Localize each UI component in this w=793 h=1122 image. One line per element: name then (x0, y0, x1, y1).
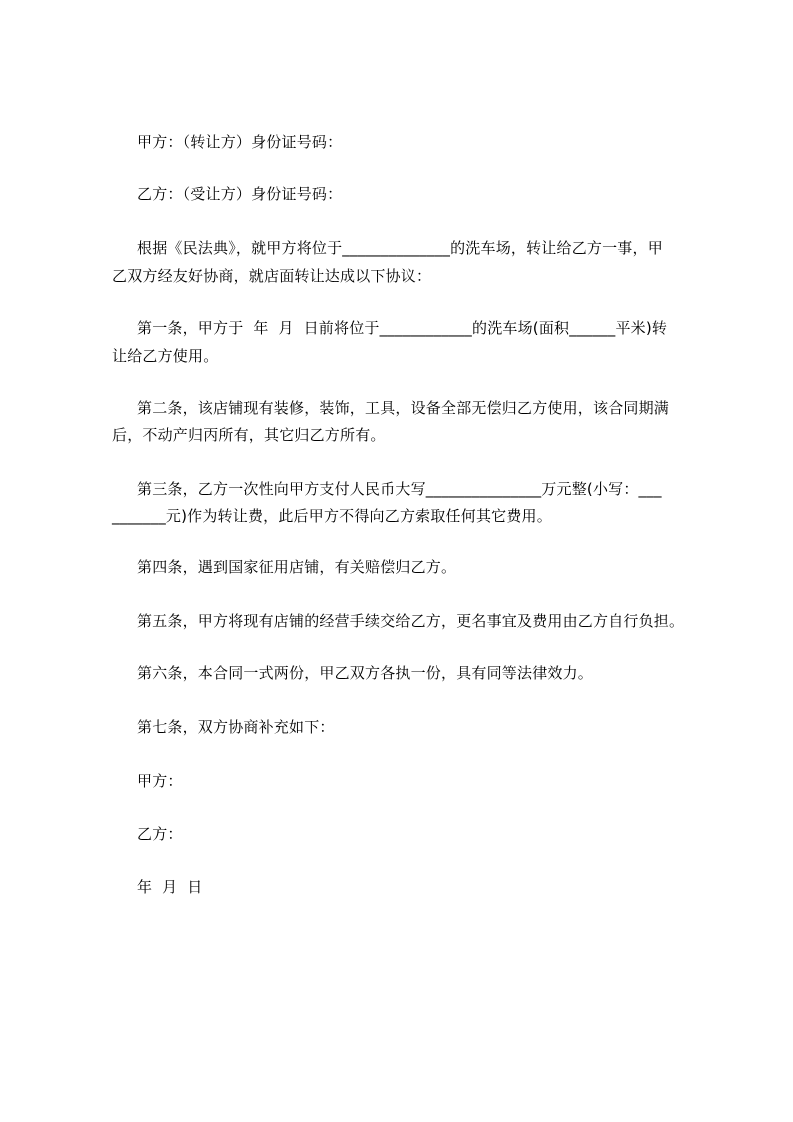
article-2-line-2: 后，不动产归丙所有，其它归乙方所有。 (112, 426, 386, 444)
signature-party-b: 乙方： (137, 825, 183, 843)
article-3-line-1: 第三条，乙方一次性向甲方支付人民币大写_______________万元整(小写：___ (137, 480, 662, 498)
article-7: 第七条，双方协商补充如下： (137, 718, 335, 736)
preamble-line-1: 根据《民法典》，就甲方将位于______________的洗车场，转让给乙方一事，甲 (137, 239, 663, 257)
party-b-intro: 乙方：（受让方）身份证号码： (137, 185, 343, 203)
article-3-line-2: _______元)作为转让费，此后甲方不得向乙方索取任何其它费用。 (112, 507, 552, 525)
article-2-line-1: 第二条，该店铺现有装修，装饰，工具，设备全部无偿归乙方使用，该合同期满 (137, 399, 670, 417)
signature-date: 年 月 日 (137, 878, 203, 896)
article-1-line-1: 第一条，甲方于 年 月 日前将位于____________的洗车场(面积______平米)转 (137, 319, 668, 337)
article-4: 第四条，遇到国家征用店铺，有关赔偿归乙方。 (137, 558, 457, 576)
article-6: 第六条，本合同一式两份，甲乙双方各执一份，具有同等法律效力。 (137, 664, 594, 682)
signature-party-a: 甲方： (137, 772, 183, 790)
party-a-intro: 甲方：（转让方）身份证号码： (137, 133, 343, 151)
preamble-line-2: 乙双方经友好协商，就店面转让达成以下协议： (112, 267, 432, 285)
article-1-line-2: 让给乙方使用。 (112, 347, 219, 365)
article-5: 第五条，甲方将现有店铺的经营手续交给乙方，更名事宜及费用由乙方自行负担。 (137, 612, 685, 630)
